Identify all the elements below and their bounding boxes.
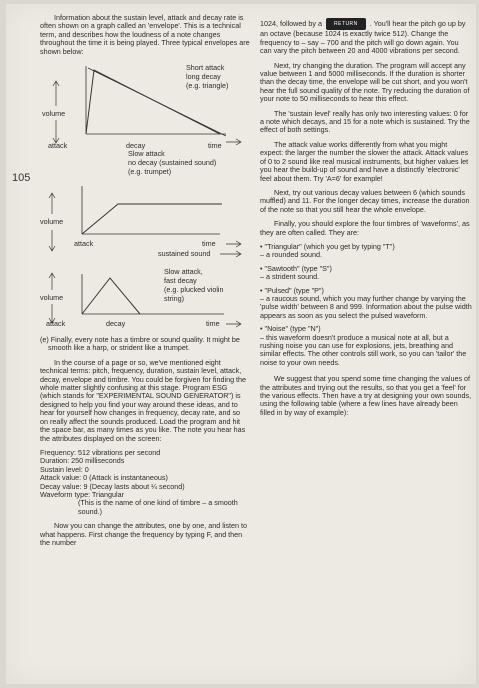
diagram-caption-line: fast decay bbox=[164, 276, 197, 286]
intro-paragraph: Information about the sustain level, attack and decay rate is often shown on a graph called an 'envelope'. This is a technical term, and describes how the loudness of a note changes throughout the time it is being played. Three typical envelopes are shown below: bbox=[40, 13, 250, 56]
time-label: time bbox=[206, 319, 220, 329]
waveform-desc: – a rounded sound. bbox=[260, 250, 322, 260]
waveform-desc: – a strident sound. bbox=[260, 272, 320, 282]
duration-paragraph: Next, try changing the duration. The program will accept any value between 1 and 5000 milliseconds. If the duration is shorter than the decay time, the envelope will be cut short, and you won't hear the full sound quality of the note. Try reducing the duration of your note to 50 milliseconds to hear this effect. bbox=[260, 60, 470, 104]
waveform-name: • "Pulsed" bbox=[260, 285, 292, 295]
setting-line: Attack value: 0 (Attack is instantaneous) bbox=[40, 473, 168, 483]
waveform-option-noise bbox=[260, 325, 472, 367]
waveform-type: (type "S") bbox=[301, 263, 332, 273]
envelope-diagram-sustained bbox=[40, 150, 250, 268]
decay-label: decay bbox=[126, 141, 146, 151]
waveform-option-triangular bbox=[260, 243, 472, 260]
waveform-type: (which you get by typing "T") bbox=[303, 241, 395, 251]
diagram-caption-line: Slow attack bbox=[128, 149, 165, 159]
decay-paragraph: Next, try out various decay values between 6 (which sounds muffled) and 11. For the longer decay times, increase the duration of the note so that you still hear the whole envelope. bbox=[260, 187, 470, 214]
diagram-caption-line: Short attack bbox=[186, 63, 225, 73]
envelope-diagram-triangle bbox=[40, 62, 250, 150]
attack-label: attack bbox=[48, 141, 68, 151]
waveform-name: • "Triangular" bbox=[260, 241, 302, 251]
decay-label: decay bbox=[106, 319, 126, 329]
setting-line: Sustain level: 0 bbox=[40, 464, 89, 474]
setting-line: Decay value: 9 (Decay lasts about ¼ second) bbox=[40, 481, 185, 491]
waveform-type: (type "N") bbox=[290, 324, 321, 334]
suggestion-paragraph: We suggest that you spend some time changing the values of the attributes and trying out the results, so that you get a 'feel' for the various effects. Then have a try at designing your own sounds, using the following table (where a few lines have already been filled in by way of example): bbox=[260, 374, 472, 417]
waveform-name: • "Noise" bbox=[260, 324, 288, 334]
diagram-caption-line: (e.g. triangle) bbox=[186, 81, 229, 91]
frequency-paragraph bbox=[260, 18, 472, 56]
envelope-diagram-plucked bbox=[40, 268, 250, 336]
book-page bbox=[6, 4, 476, 684]
volume-label: volume bbox=[40, 293, 64, 303]
waveform-option-sawtooth bbox=[260, 265, 472, 282]
return-key-icon: RETURN bbox=[326, 18, 366, 30]
setting-line: Waveform type: Triangular bbox=[40, 489, 125, 499]
time-label: time bbox=[208, 141, 222, 151]
frequency-text-start: 1024, followed by a bbox=[260, 19, 322, 29]
sustained-sound-label: sustained sound bbox=[158, 249, 211, 259]
diagram-caption-line: no decay (sustained sound) bbox=[128, 158, 217, 168]
attack-label: attack bbox=[74, 239, 94, 249]
diagram-caption-line: long decay bbox=[186, 72, 221, 82]
screen-settings-list bbox=[40, 449, 250, 516]
diagram-caption-line: (e.g. plucked violin bbox=[164, 285, 224, 295]
attack-paragraph: The attack value works differently from what you might expect: the larger the number the slower the attack. Attack values of 0 to 2 sound like real musical instruments, but higher values let you hear the build-up of sound and have a distinctly 'electronic' feel about them. Try 'A=6' for example! bbox=[260, 139, 469, 183]
setting-line: Frequency: 512 vibrations per second bbox=[40, 447, 161, 457]
waveform-desc: – a raucous sound, which you may further change by varying the 'pulse width' between 8 and 999. Information about the pulse width appears as soon as you select the pulsed waveform. bbox=[260, 293, 472, 320]
frequency-text-end: . You'll hear the pitch go up by an octave (because 1024 is exactly twice 512). Change the frequency to – say – 700 and the pitch will go down again. You can vary the pitch between 20 and 4000 vibrations per second. bbox=[260, 19, 466, 56]
waveform-desc: – this waveform doesn't produce a musical note at all, but a rushing noise you can use for explosions, jets, breathing and similar effects. The other controls still work, so you can 'tailor' the noise to your own needs. bbox=[260, 332, 467, 367]
attack-label: attack bbox=[46, 319, 66, 329]
course-paragraph: In the course of a page or so, we've mentioned eight technical terms: pitch, frequency, duration, sustain level, attack, decay, envelope and timbre. You could be forgiven for finding the whole matter slightly confusing at this stage. Program ESG (which stands for "EXPERIMENTAL SOUND GENERATOR") is designed to help you find your way around these ideas, and to hear for yourself how changes in frequency, decay rate, and so on really affect the sounds produced. Load the program and hit the space bar, as many times as you like. The note you hear has the attributes displayed on the screen: bbox=[40, 357, 247, 443]
waveform-type: (type "P") bbox=[293, 285, 324, 295]
waveform-name: • "Sawtooth" bbox=[260, 263, 300, 273]
sustain-paragraph: The 'sustain level' really has only two interesting values: 0 for a note which decays, and 15 for a note which is sustained. Try the effect of both settings. bbox=[260, 108, 470, 135]
timbres-paragraph: Finally, you should explore the four timbres of 'waveforms', as they are often called. They are: bbox=[260, 219, 470, 237]
diagram-caption-line: (e.g. trumpet) bbox=[128, 167, 172, 177]
waveform-option-pulsed bbox=[260, 287, 472, 321]
time-label: time bbox=[202, 239, 216, 249]
left-column bbox=[40, 14, 250, 553]
volume-label: volume bbox=[40, 217, 64, 227]
diagram-caption-line: Slow attack, bbox=[164, 267, 203, 277]
item-e-paragraph: (e) Finally, every note has a timbre or sound quality. It might be smooth like a harp, or strident like a trumpet. bbox=[40, 335, 240, 353]
volume-label: volume bbox=[42, 109, 66, 119]
now-paragraph: Now you can change the attributes, one by one, and listen to what happens. First change the frequency by typing F, and then the number bbox=[40, 521, 247, 547]
setting-line: Duration: 250 milliseconds bbox=[40, 456, 125, 466]
page-number: 105 bbox=[12, 172, 31, 184]
settings-note: (This is the name of one kind of timbre – a smooth sound.) bbox=[78, 498, 238, 516]
right-column bbox=[260, 18, 472, 423]
diagram-caption-line: string) bbox=[164, 294, 184, 304]
